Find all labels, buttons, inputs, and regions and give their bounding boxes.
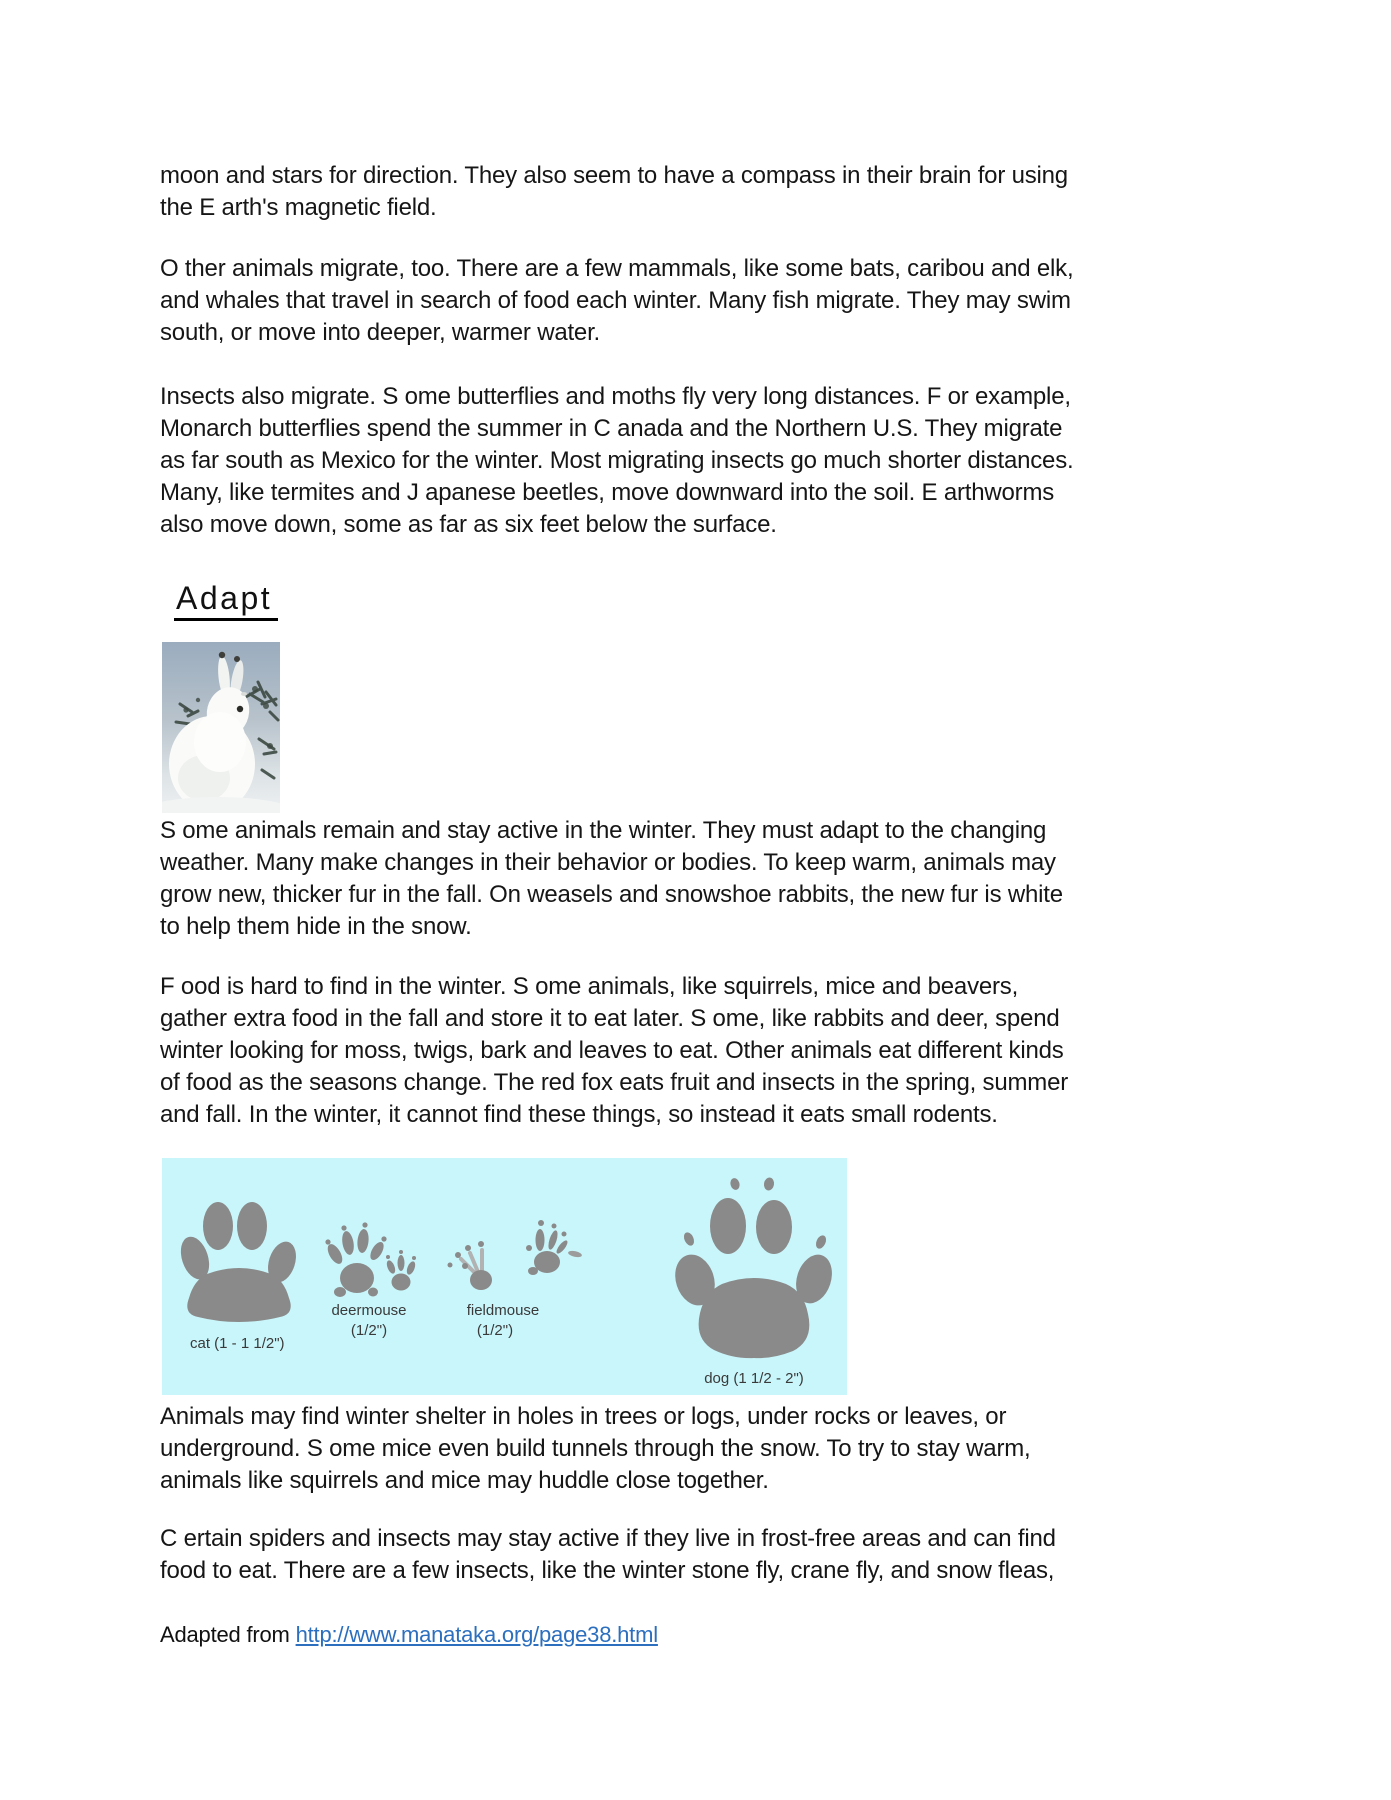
- hare-eye: [237, 706, 243, 712]
- paragraph-adapt-intro: [160, 815, 1063, 943]
- dog-label: dog (1 1/2 - 2"): [704, 1370, 804, 1387]
- body-line: S ome animals remain and stay active in the winter. They must adapt to the changing: [160, 817, 1047, 844]
- deermouse-size-label: (1/2"): [350, 1322, 388, 1339]
- fieldmouse-size-label: (1/2"): [476, 1322, 514, 1339]
- paragraph-insects-migrate: [160, 381, 1073, 541]
- body-line: to help them hide in the snow.: [160, 913, 472, 940]
- body-line: F ood is hard to find in the winter. S ome animals, like squirrels, mice and beavers,: [160, 973, 1019, 1000]
- paragraph-other-animals-migrate: [160, 253, 1073, 349]
- body-line: Animals may find winter shelter in holes in trees or logs, under rocks or leaves, or: [160, 1403, 1007, 1430]
- body-line: and whales that travel in search of food each winter. Many fish migrate. They may swim: [160, 287, 1071, 314]
- body-line: south, or move into deeper, warmer water.: [160, 319, 601, 346]
- body-line: O ther animals migrate, too. There are a few mammals, like some bats, caribou and elk,: [160, 255, 1074, 282]
- cat-label: cat (1 - 1 1/2"): [190, 1335, 285, 1352]
- body-line: winter looking for moss, twigs, bark and leaves to eat. Other animals eat different kinds: [160, 1037, 1064, 1064]
- attribution-footer: [160, 1620, 658, 1650]
- paragraph-winter-shelter: [160, 1401, 1031, 1497]
- body-line: and fall. In the winter, it cannot find these things, so instead it eats small rodents.: [160, 1101, 998, 1128]
- body-line: grow new, thicker fur in the fall. On weasels and snowshoe rabbits, the new fur is white: [160, 881, 1063, 908]
- body-line: C ertain spiders and insects may stay active if they live in frost-free areas and can find: [160, 1525, 1056, 1552]
- body-line: of food as the seasons change. The red fox eats fruit and insects in the spring, summer: [160, 1069, 1069, 1096]
- source-link[interactable]: http://www.manataka.org/page38.html: [295, 1622, 658, 1647]
- paragraph-spiders-insects: [160, 1523, 1056, 1587]
- snowshoe-hare-photo: [162, 642, 280, 813]
- body-line: Monarch butterflies spend the summer in C anada and the Northern U.S. They migrate: [160, 415, 1063, 442]
- fieldmouse-label: fieldmouse: [466, 1302, 540, 1319]
- heading-text: Adapt: [174, 580, 278, 621]
- body-line: moon and stars for direction. They also seem to have a compass in their brain for using: [160, 162, 1068, 189]
- body-line: food to eat. There are a few insects, like the winter stone fly, crane fly, and snow fleas,: [160, 1557, 1055, 1584]
- animal-tracks-image: [162, 1158, 847, 1395]
- body-line: underground. S ome mice even build tunnels through the snow. To try to stay warm,: [160, 1435, 1031, 1462]
- section-heading-adapt: [174, 580, 278, 617]
- body-line: Many, like termites and J apanese beetles, move downward into the soil. E arthworms: [160, 479, 1055, 506]
- paragraph-food-in-winter: [160, 971, 1068, 1131]
- attribution-prefix: Adapted from: [160, 1622, 296, 1647]
- body-line: gather extra food in the fall and store it to eat later. S ome, like rabbits and deer, spend: [160, 1005, 1060, 1032]
- body-line: also move down, some as far as six feet below the surface.: [160, 511, 777, 538]
- paragraph-migration-direction: [160, 160, 1068, 224]
- body-line: as far south as Mexico for the winter. Most migrating insects go much shorter distances.: [160, 447, 1074, 474]
- deermouse-label: deermouse: [331, 1302, 407, 1319]
- body-line: Insects also migrate. S ome butterflies and moths fly very long distances. F or example,: [160, 383, 1071, 410]
- body-line: animals like squirrels and mice may huddle close together.: [160, 1467, 769, 1494]
- body-line: weather. Many make changes in their behavior or bodies. To keep warm, animals may: [160, 849, 1056, 876]
- body-line: the E arth's magnetic field.: [160, 194, 437, 221]
